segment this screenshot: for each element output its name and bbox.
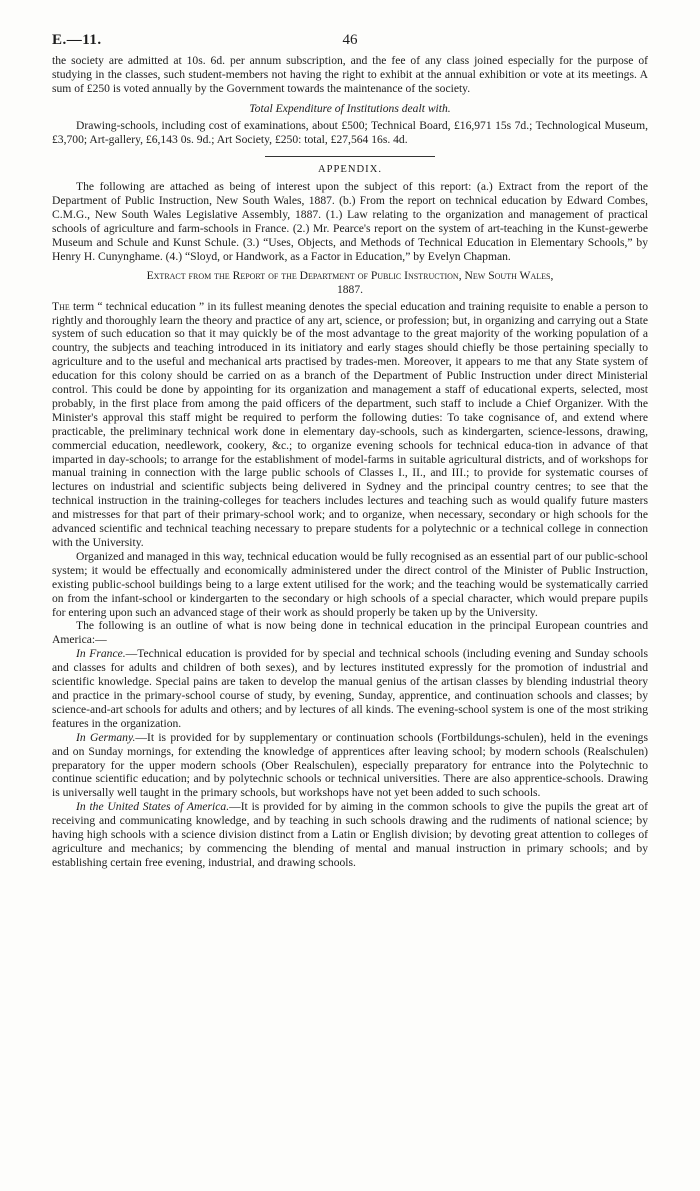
country-heading-germany: In Germany. <box>76 730 136 744</box>
document-body <box>52 54 648 870</box>
body-paragraph-2: Organized and managed in this way, technical education would be fully recognised as an essential part of our public-school system; it would be effectually and economically administered under the direct control of the Minister of Public Instruction, existing public-school buildings being to a large extent utilised for the work; and the teaching would be systematically carried on from the infant-school or kindergarten to the secondary or high schools of a special character, which would prepare pupils for entering upon such an advanced stage of their work as should properly be taken up by the University. <box>52 549 648 619</box>
appendix-title: APPENDIX. <box>317 164 383 176</box>
document-reference: E.—11. <box>52 32 102 48</box>
paragraph-text: —It is provided for by supplementary or continuation schools (Fortbildungs-schulen), held in the evenings and on Sunday mornings, for extending the knowledge of apprentices after leaving school; by modern schools (Realschulen) preparatory for the upper modern schools (Ober Realschulen), especially preparatory for entrance into the Polytechnic to continue scientific education; and by polytechnic schools or technical universities. There are also apprentice-schools. Drawing is universally well taught in the primary schools, but workshops have not yet been added to such schools. <box>52 730 648 800</box>
usa-paragraph <box>52 800 648 870</box>
section-divider <box>265 156 435 157</box>
extract-title <box>52 269 648 297</box>
page-header <box>52 32 648 54</box>
body-paragraph-3: The following is an outline of what is now being done in technical education in the principal European countries and America:— <box>52 619 648 647</box>
extract-title-text: Extract from the Report of the Department of Public Instruction, New South Wales, <box>146 268 554 282</box>
intro-paragraph: the society are admitted at 10s. 6d. per annum subscription, and the fee of any class joined especially for the purpose of studying in the classes, such student-members not having the right to exhibit at the annual exhibition or vote at its meetings. A sum of £250 is voted annually by the Government towards the maintenance of the society. <box>52 54 648 95</box>
body-paragraph-1 <box>52 300 648 550</box>
expenditure-paragraph: Drawing-schools, including cost of examinations, about £500; Technical Board, £16,971 15s 7d.; Technological Museum, £3,700; Art-gallery, £6,143 0s. 9d.; Art Society, £250: total, £27,564 16s. 4d. <box>52 118 648 146</box>
germany-paragraph <box>52 731 648 801</box>
france-paragraph <box>52 647 648 730</box>
paragraph-lead-word: The <box>52 299 70 313</box>
paragraph-text: —It is provided for by aiming in the common schools to give the pupils the great art of receiving and communicating knowledge, and by teaching in such schools drawing and the rudiments of national science; by having high schools with a science division distinct from a Latin or English division; by devoting great attention to colleges of agriculture and mechanics; by commencing the blending of mental and manual instruction in primary schools; and by establishing certain free evening, industrial, and drawing schools. <box>52 800 648 869</box>
page-number: 46 <box>342 32 358 48</box>
expenditure-heading: Total Expenditure of Institutions dealt with. <box>249 101 451 115</box>
appendix-paragraph: The following are attached as being of interest upon the subject of this report: (a.) Extract from the report of the Department of Public Instruction, New South Wales, 1887. (b.) From the report on technical education by Edward Combes, C.M.G., New South Wales Legislative Assembly, 1887. (1.) Law relating to the organization and management of practical schools of agriculture and farm-schools in France. (2.) Mr. Pearce's report on the system of art-teaching in the Kunst-gewerbe Museum and Schule and Kunst Schule. (3.) “Uses, Objects, and Methods of Technical Education in Elementary Schools,” by Henry H. Cunynghame. (4.) “Sloyd, or Handwork, as a Factor in Education,” by Evelyn Chapman. <box>52 180 648 263</box>
country-heading-usa: In the United States of America. <box>76 800 230 814</box>
country-heading-france: In France. <box>76 647 126 661</box>
paragraph-text: term “ technical education ” in its fullest meaning denotes the special education and training requisite to enable a person to rightly and thoroughly learn the theory and practice of any art, science, or profession; but, in organizing and carrying out a State system of such education so that it may quickly be of the most advantage to the great majority of the working population of a country, the subjects and teaching introduced in its initiatory and early stages should chiefly be those pertaining specially to agriculture and to the useful and mechanical arts practised by trades-men. Moreover, it appears to me that any State system of education for this colony should be carried on as a branch of the Department of Public Instruction under direct Ministerial control. This could be done by appointing for its organization and management a staff of educational experts, selected, most probably, in the first place from among the paid officers of the department, such staff to include a Chief Organizer. With the Minister's approval this staff might be required to perform the following duties: To take cognisance of, and extend where practicable, the preliminary technical work done in elementary day-schools, such as kindergarten, science-lessons, drawing, commercial education, needlework, cookery, &c.; to organize evening schools for technical educa-tion in advance of that imparted in day-schools; to arrange for the establishment of model-farms in suitable agricultural districts, and of workshops for manual training in connection with the large public schools of Classes I., II., and III.; to provide for systematic courses of lectures on industrial and scientific subjects being delivered in Sydney and the principal country centres; to see that the technical instruction in the training-colleges for teachers includes lectures and teaching such as would qualify future masters and mistresses for that part of their primary-school work; and to organize, when necessary, secondary or high schools for the advanced scientific and technical teaching necessary to prepare students for a polytechnic or a technical college in connection with the University. <box>52 299 649 549</box>
paragraph-text: —Technical education is provided for by special and technical schools (including evening and Sunday schools and classes for adults and children of both sexes), and by lectures instituted expressly for the promotion of industrial and scientific knowledge. Special pains are taken to develop the manual genius of the artisan classes by blending industrial theory and practice in the primary-school course of study, by evening, Sunday, apprentice, and continuation schools and classes; by science-and-art schools for adults and others; and by lectures of all kinds. The evening-school system is one of the most striking features in the organization. <box>52 647 648 730</box>
extract-year: 1887. <box>336 282 364 296</box>
